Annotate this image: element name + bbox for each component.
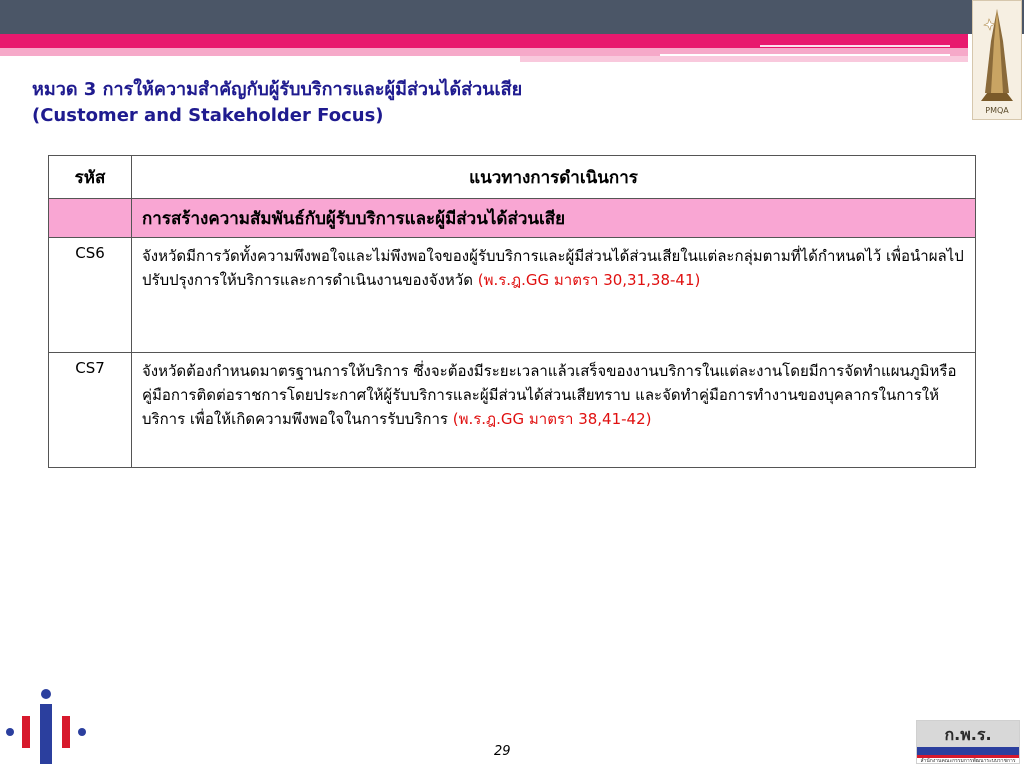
ocsc-logo-stripe [917, 747, 1019, 755]
header-divider-line [660, 54, 950, 56]
table-row [49, 353, 976, 468]
page-title [32, 77, 932, 129]
row-code: CS6 [49, 238, 132, 353]
column-header-code: รหัส [49, 156, 132, 199]
row-description [132, 353, 976, 468]
ocsc-logo [916, 720, 1020, 764]
row-description-text: จังหวัดต้องกำหนดมาตรฐานการให้บริการ ซึ่งจะต้องมีระยะเวลาแล้วเสร็จของงานบริการในแต่ละงานโดยมีการจัดทำแผนภูมิหรือคู่มือการติดต่อราชการโดยประกาศให้ผู้รับบริการและผู้มีส่วนได้ส่วนเสียทราบ และจัดทำคู่มือการทำงานของบุคลากรในการให้บริการ เพื่อให้เกิดความพึงพอใจในการรับบริการ [142, 362, 957, 428]
pmqa-logo-text: PMQA [985, 106, 1009, 115]
section-code-cell [49, 199, 132, 238]
criteria-table [48, 155, 976, 468]
row-code: CS7 [49, 353, 132, 468]
header-bar [0, 0, 1024, 34]
page-number: 29 [494, 744, 511, 759]
row-legal-reference: (พ.ร.ฎ.GG มาตรา 30,31,38-41) [477, 271, 701, 289]
row-description [132, 238, 976, 353]
header-divider-line [760, 45, 950, 47]
header-divider-line [520, 62, 830, 65]
page-title-english: (Customer and Stakeholder Focus) [32, 105, 384, 126]
table-header-row [49, 156, 976, 199]
section-row [49, 199, 976, 238]
column-header-approach: แนวทางการดำเนินการ [132, 156, 976, 199]
row-description-text: จังหวัดมีการวัดทั้งความพึงพอใจและไม่พึงพอใจของผู้รับบริการและผู้มีส่วนได้ส่วนเสียในแต่ละกลุ่มตามที่ได้กำหนดไว้ เพื่อนำผลไปปรับปรุงการให้บริการและการดำเนินงานของจังหวัด [142, 247, 964, 289]
pmqa-emblem-icon [973, 1, 1021, 119]
agency-logo [0, 686, 92, 768]
agency-emblem-icon [0, 686, 92, 768]
ocsc-logo-text: ก.พ.ร. [944, 725, 992, 744]
row-legal-reference: (พ.ร.ฎ.GG มาตรา 38,41-42) [452, 410, 652, 428]
table-row [49, 238, 976, 353]
page-title-thai: หมวด 3 การให้ความสำคัญกับผู้รับบริการและผู้มีส่วนได้ส่วนเสีย [32, 79, 523, 100]
section-title: การสร้างความสัมพันธ์กับผู้รับบริการและผู้มีส่วนได้ส่วนเสีย [132, 199, 976, 238]
pmqa-logo [972, 0, 1022, 120]
ocsc-logo-subtext: สำนักงานคณะกรรมการพัฒนาระบบราชการ [920, 758, 1016, 764]
